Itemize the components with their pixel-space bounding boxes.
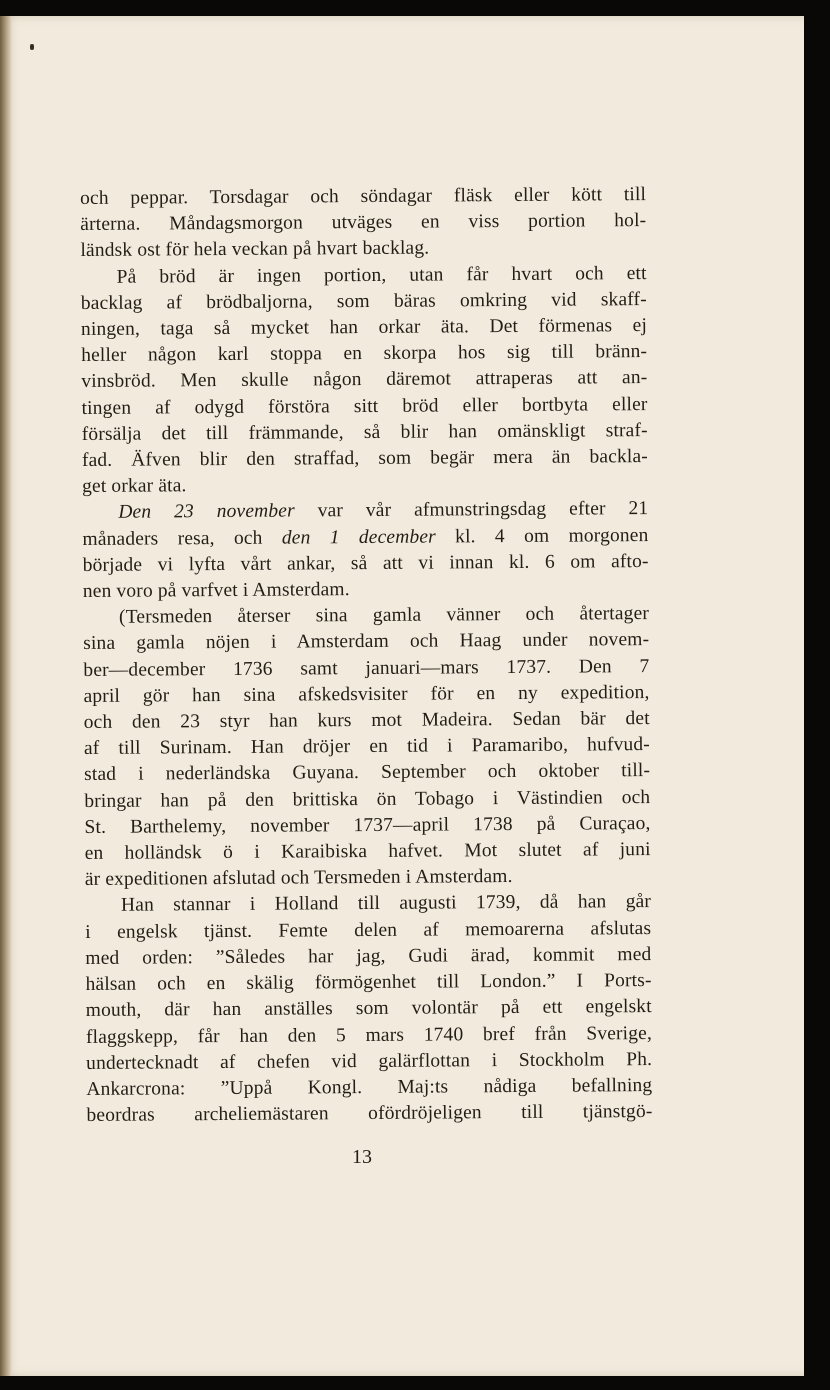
page-number: 13	[352, 1146, 372, 1168]
text-line: i engelsk tjänst. Femte delen af memoarerna afslutas	[85, 917, 652, 943]
italic-date: Den 23 november	[118, 500, 295, 524]
text-line: vinsbröd. Men skulle någon däremot attraperas att an-	[81, 367, 648, 393]
text-line: började vi lyfta vårt ankar, så att vi innan kl. 6 om afto-	[82, 550, 649, 576]
text-line: är expeditionen afslutad och Tersmeden i Amsterdam.	[84, 866, 513, 891]
text-line: af till Surinam. Han dröjer en tid i Paramaribo, hufvud-	[83, 734, 650, 760]
text-line: ningen, taga så mycket han orkar äta. Det förmenas ej	[80, 315, 648, 341]
text-line: och peppar. Torsdagar och söndagar fläsk eller kött till	[80, 184, 647, 209]
italic-date: den 1 december	[281, 526, 436, 549]
paragraph-dates	[82, 496, 649, 605]
book-page	[0, 16, 804, 1376]
text-line: april gör han sina afskedsvisiter för en ny expedition,	[83, 681, 650, 707]
text-line: flaggskepp, får han den 5 mars 1740 bref från Sverige,	[85, 1022, 653, 1048]
text-line: mouth, där han anställes som volontär på ett engelskt	[85, 996, 652, 1022]
text-line: nen voro på varfvet i Amsterdam.	[82, 579, 350, 603]
text-line: Han stannar i Holland till augusti 1739, då han går	[120, 891, 652, 917]
text-line: ländsk ost för hela veckan på hvart backlag.	[80, 237, 430, 262]
line-text: kl. 4 om morgonen	[435, 524, 649, 548]
text-line	[82, 496, 648, 526]
text-line: försälja det till främmande, så blir han omänskligt straf-	[81, 419, 648, 445]
text-line: Ankarcrona: ”Uppå Kongl. Maj:ts nådiga befallning	[86, 1074, 653, 1100]
text-block-2	[83, 601, 653, 1129]
text-line: en holländsk ö i Karaibiska hafvet. Mot slutet af juni	[84, 839, 651, 865]
text-line: heller någon karl stoppa en skorpa hos sig till bränn-	[81, 341, 648, 367]
body-text	[80, 182, 653, 1129]
text-line: med orden: ”Således har jag, Gudi ärad, kommit med	[85, 943, 652, 969]
text-line	[82, 523, 648, 553]
text-line: beordras archeliemästaren ofördröjeligen till tjänstgö-	[86, 1101, 653, 1127]
text-line: stad i nederländska Guyana. September och oktober till-	[84, 760, 651, 786]
text-line: hälsan och en skälig förmögenhet till London.” I Ports-	[85, 970, 652, 996]
text-line: På bröd är ingen portion, utan får hvart och ett	[116, 262, 647, 288]
text-line: backlag af brödbaljorna, som bäras omkring vid skaff-	[80, 288, 647, 314]
text-line: ber—december 1736 samt januari—mars 1737. Den 7	[83, 655, 650, 681]
text-line: St. Barthelemy, november 1737—april 1738 på Curaçao,	[84, 812, 651, 838]
text-line: undertecknadt af chefen vid galärflottan i Stockholm Ph.	[86, 1048, 653, 1074]
line-text: var vår afmunstringsdag efter 21	[294, 498, 649, 522]
text-line: fad. Äfven blir den straffad, som begär mera än backla-	[81, 446, 648, 472]
text-line: get orkar äta.	[82, 475, 187, 498]
page-spine-shadow	[0, 16, 12, 1376]
text-block-1	[80, 182, 648, 500]
text-line: ärterna. Måndagsmorgon utväges en viss portion hol-	[80, 210, 647, 236]
text-line: sina gamla nöjen i Amsterdam och Haag under novem-	[83, 629, 650, 655]
text-line: bringar han på den brittiska ön Tobago i Västindien och	[84, 786, 651, 812]
line-text: månaders resa, och	[82, 527, 282, 550]
text-line: tingen af odygd förstöra sitt bröd eller bortbyta eller	[81, 393, 648, 419]
text-line: (Tersmeden återser sina gamla vänner och återtager	[118, 603, 650, 628]
ink-speck	[30, 44, 34, 50]
text-line: och den 23 styr han kurs mot Madeira. Sedan bär det	[83, 708, 650, 734]
